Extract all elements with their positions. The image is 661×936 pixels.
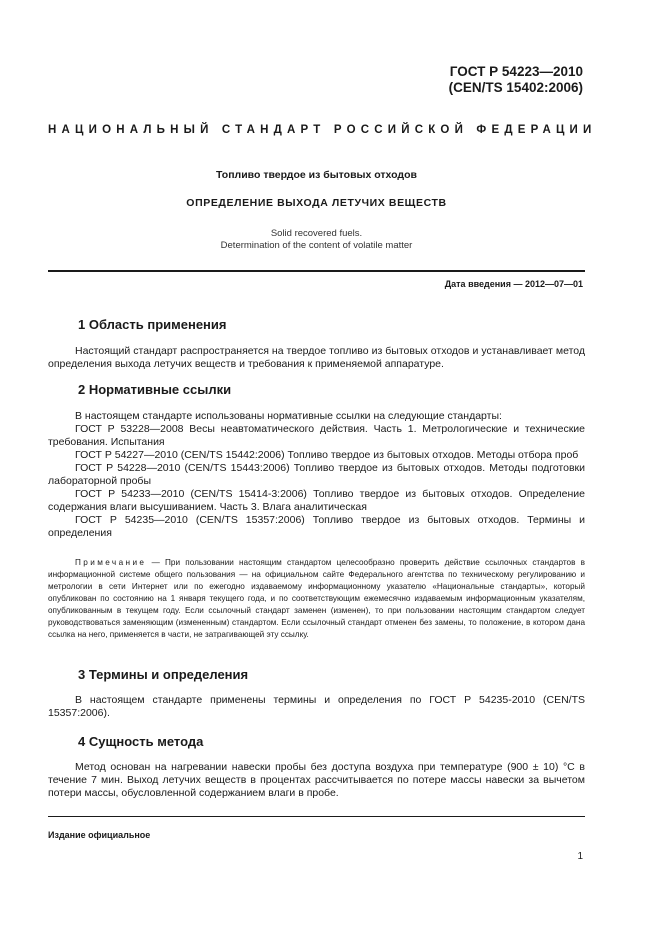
title-english-line2: Determination of the content of volatile matter bbox=[220, 240, 413, 251]
section-2-note bbox=[48, 557, 585, 641]
introduction-date: Дата введения — 2012—07—01 bbox=[444, 279, 583, 289]
document-designation bbox=[449, 64, 583, 96]
edition-label: Издание официальное bbox=[48, 830, 151, 840]
title-english bbox=[48, 228, 585, 252]
section-2-intro: В настоящем стандарте использованы нормативные ссылки на следующие стандарты: bbox=[75, 410, 502, 422]
section-2-heading: 2 Нормативные ссылки bbox=[78, 382, 232, 397]
page-number: 1 bbox=[577, 851, 583, 862]
national-standard-banner: НАЦИОНАЛЬНЫЙ СТАНДАРТ РОССИЙСКОЙ ФЕДЕРАЦИИ bbox=[48, 124, 597, 136]
section-1-text: Настоящий стандарт распространяется на твердое топливо из бытовых отходов и устанавливает метод определения выхода летучих веществ и требования к применяемой аппаратуре. bbox=[48, 345, 585, 370]
title-divider bbox=[48, 270, 585, 272]
section-4-heading: 4 Сущность метода bbox=[78, 734, 204, 749]
section-4-text: Метод основан на нагревании навески пробы без доступа воздуха при температуре (900 ± 10) °С в течение 7 мин. Выход летучих веществ в процентах рассчитывается по потере массы навески за вычетом потери массы, обусловленной содержанием влаги в пробе. bbox=[48, 761, 585, 799]
reference-item: ГОСТ Р 53228—2008 Весы неавтоматического действия. Часть 1. Метрологические и технические требования. Испытания bbox=[48, 423, 585, 448]
cen-number: (CEN/TS 15402:2006) bbox=[448, 80, 583, 95]
section-2-body bbox=[48, 410, 585, 540]
section-1-heading: 1 Область применения bbox=[78, 317, 227, 332]
title-main: Топливо твердое из бытовых отходов bbox=[216, 169, 417, 181]
gost-number: ГОСТ Р 54223—2010 bbox=[449, 64, 583, 79]
title-sub: ОПРЕДЕЛЕНИЕ ВЫХОДА ЛЕТУЧИХ ВЕЩЕСТВ bbox=[186, 197, 447, 209]
note-text: — При пользовании настоящим стандартом целесообразно проверить действие ссылочных стандартов в информационной системе общего пользования — на официальном сайте Федерального агентства по техническому регулированию и метрологии в сети Интернет или по ежегодно издаваемому информационному указателю «Национальные стандарты», который опубликован по состоянию на 1 января текущего года, и по соответствующим ежемесячно издаваемым информационным указателям, опубликованным в текущем году. Если ссылочный стандарт заменен (изменен), то при пользовании настоящим стандартом следует руководствоваться заменяющим (измененным) стандартом. Если ссылочный стандарт отменен без замены, то положение, в котором дана ссылка на него, применяется в части, не затрагивающей эту ссылку. bbox=[48, 558, 585, 639]
section-3-text: В настоящем стандарте применены термины и определения по ГОСТ Р 54235-2010 (CEN/TS 15357:2006). bbox=[48, 694, 585, 719]
reference-item: ГОСТ Р 54228—2010 (CEN/TS 15443:2006) Топливо твердое из бытовых отходов. Методы подготовки лабораторной пробы bbox=[48, 462, 585, 487]
footer-divider bbox=[48, 816, 585, 817]
section-3-heading: 3 Термины и определения bbox=[78, 667, 249, 682]
reference-item: ГОСТ Р 54235—2010 (CEN/TS 15357:2006) Топливо твердое из бытовых отходов. Термины и определения bbox=[48, 514, 585, 539]
note-label: Примечание bbox=[75, 558, 147, 567]
reference-item: ГОСТ Р 54227—2010 (CEN/TS 15442:2006) Топливо твердое из бытовых отходов. Методы отбора проб bbox=[75, 449, 579, 461]
reference-item: ГОСТ Р 54233—2010 (CEN/TS 15414-3:2006) Топливо твердое из бытовых отходов. Определение содержания влаги высушиванием. Часть 3. Влага аналитическая bbox=[48, 488, 585, 513]
title-english-line1: Solid recovered fuels. bbox=[270, 228, 363, 239]
